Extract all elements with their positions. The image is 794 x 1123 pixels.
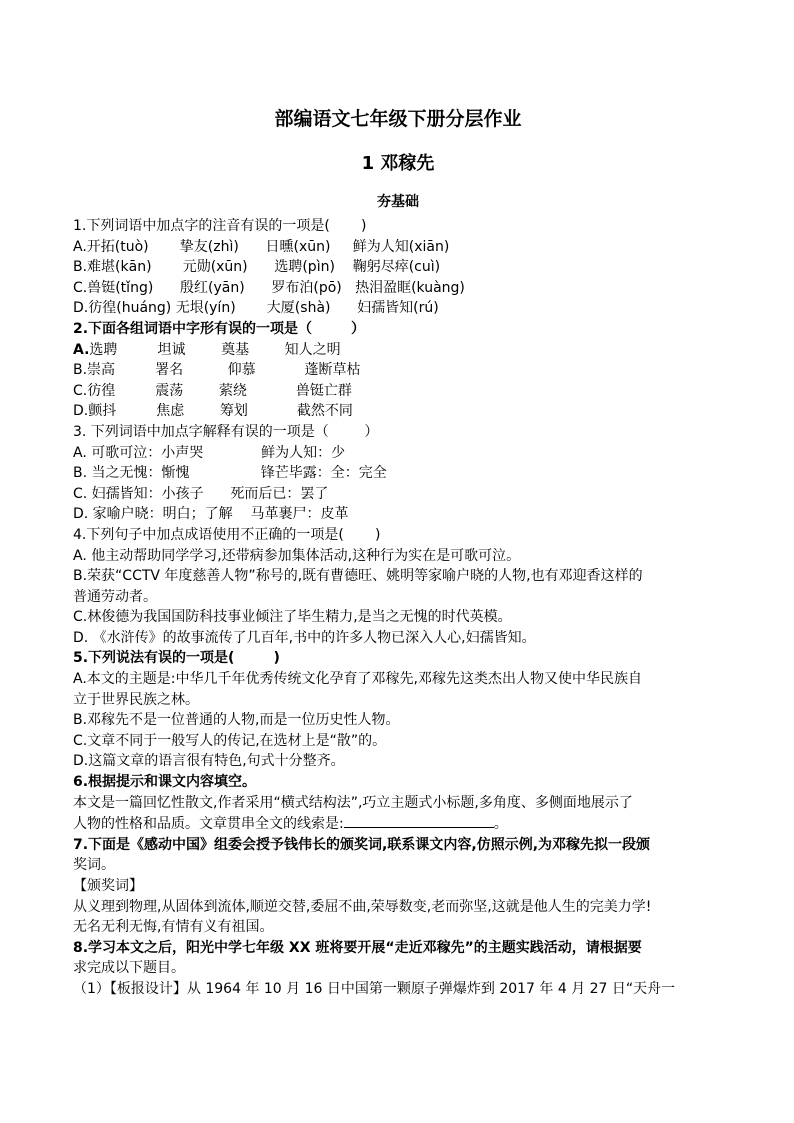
question-stem: 2.下面各组词语中字形有误的一项是（ ） — [73, 320, 366, 337]
question-stem: 4.下列句子中加点成语使用不正确的一项是( ) — [73, 526, 381, 543]
question-text-line-1: 本文是一篇回忆性散文,作者采用“横式结构法”,巧立主题式小标题,多角度、多侧面地展示了 — [73, 794, 633, 811]
option-d: D. 《水浒传》的故事流传了几百年,书中的许多人物已深入人心,妇孺皆知。 — [73, 629, 536, 646]
question-stem-line-1: 7.下面是《感动中国》组委会授予钱伟长的颁奖词,联系课文内容,仿照示例,为邓稼先拟一段颁 — [73, 836, 651, 853]
question-text-line-2: 人物的性格和品质。文章贯串全文的线索是: 。 — [73, 813, 723, 835]
option-c: C.文章不同于一般写人的传记,在选材上是“散”的。 — [73, 732, 387, 749]
question-stem: 6.根据提示和课文内容填空。 — [73, 774, 257, 791]
option-d: D. 家喻户晓：明白；了解 马革裹尸：皮革 — [73, 506, 349, 523]
option-c: C.林俊德为我国国防科技事业倾注了毕生精力,是当之无愧的时代英模。 — [73, 609, 512, 626]
question-1 — [73, 216, 723, 319]
option-b-line-2: 普通劳动者。 — [73, 588, 157, 605]
question-3 — [73, 422, 723, 525]
option-a-line-1: A.本文的主题是:中华几千年优秀传统文化孕育了邓稼先,邓稼先这类杰出人物又使中华民族自 — [73, 671, 642, 688]
option-a: A.选聘 坦诚 奠基 知人之明 — [73, 341, 341, 358]
award-tag: 【颁奖词】 — [73, 878, 143, 894]
question-4 — [73, 525, 723, 649]
lesson-title: 1 邓稼先 — [361, 153, 435, 174]
document-title: 部编语文七年级下册分层作业 — [274, 108, 522, 130]
document-page — [73, 100, 723, 1000]
question-stem-line-2: 求完成以下题目。 — [73, 960, 185, 977]
option-c: C.彷徨 震荡 萦绕 兽铤亡群 — [73, 382, 352, 399]
option-c: C. 妇孺皆知：小孩子 死而后已：罢了 — [73, 485, 329, 502]
question-2-options — [73, 360, 723, 422]
question-stem: 5.下列说法有误的一项是( ) — [73, 650, 280, 667]
award-text-line-1: 从义理到物理,从固体到流体,顺逆交替,委屈不曲,荣辱数变,老而弥坚,这就是他人生的完美力学! — [73, 898, 652, 915]
option-b: B.难堪(kān) 元勋(xūn) 选聘(pìn) 鞠躬尽瘁(cuì) — [73, 259, 441, 276]
option-a-line-2: 立于世界民族之林。 — [73, 691, 199, 708]
option-d: D.颤抖 焦虑 筹划 截然不同 — [73, 403, 353, 420]
option-b: B.崇高 署名 仰慕 蓬断草枯 — [73, 362, 361, 379]
award-text-line-2: 无名无利无悔,有情有义有祖国。 — [73, 919, 274, 936]
question-5 — [73, 648, 723, 772]
sub-question-1: （1）【板报设计】从 1964 年 10 月 16 日中国第一颗原子弹爆炸到 2017 年 4 月 27 日“天舟一 — [73, 980, 676, 997]
question-stem-line-1: 8.学习本文之后，阳光中学七年级 XX 班将要开展“走近邓稼先”的主题实践活动，请根据要 — [73, 939, 642, 956]
option-d: D.这篇文章的语言很有特色,句式十分整齐。 — [73, 753, 345, 770]
question-7 — [73, 835, 723, 938]
option-a: A.开拓(tuò) 挚友(zhì) 日曛(xūn) 鲜为人知(xiān) — [73, 238, 450, 255]
option-c: C.兽铤(tǐng) 殷红(yān) 罗布泊(pō) 热泪盈眶(kuàng) — [73, 279, 465, 296]
question-stem: 3. 下列词语中加点字解释有误的一项是（ ） — [73, 423, 379, 440]
option-b: B.邓稼先不是一位普通的人物,而是一位历史性人物。 — [73, 712, 400, 729]
question-stem: 1.下列词语中加点字的注音有误的一项是( ) — [73, 218, 367, 234]
option-a: A. 可歌可泣：小声哭 鲜为人知：少 — [73, 444, 346, 461]
option-d: D.彷徨(huáng) 无垠(yín) 大厦(shà) 妇孺皆知(rú) — [73, 300, 439, 317]
question-2 — [73, 319, 723, 360]
question-6 — [73, 772, 723, 835]
question-8 — [73, 938, 723, 1000]
option-b-line-1: B.荣获“CCTV 年度慈善人物”称号的,既有曹德旺、姚明等家喻户晓的人物,也有邓迎香这样的 — [73, 568, 643, 585]
section-heading: 夯基础 — [377, 194, 419, 210]
question-stem-line-2: 奖词。 — [73, 857, 115, 874]
answer-blank[interactable] — [344, 813, 494, 828]
option-a: A. 他主动帮助同学学习,还带病参加集体活动,这种行为实在是可歌可泣。 — [73, 547, 521, 564]
option-b: B. 当之无愧：惭愧 锋芒毕露：全：完全 — [73, 465, 387, 482]
